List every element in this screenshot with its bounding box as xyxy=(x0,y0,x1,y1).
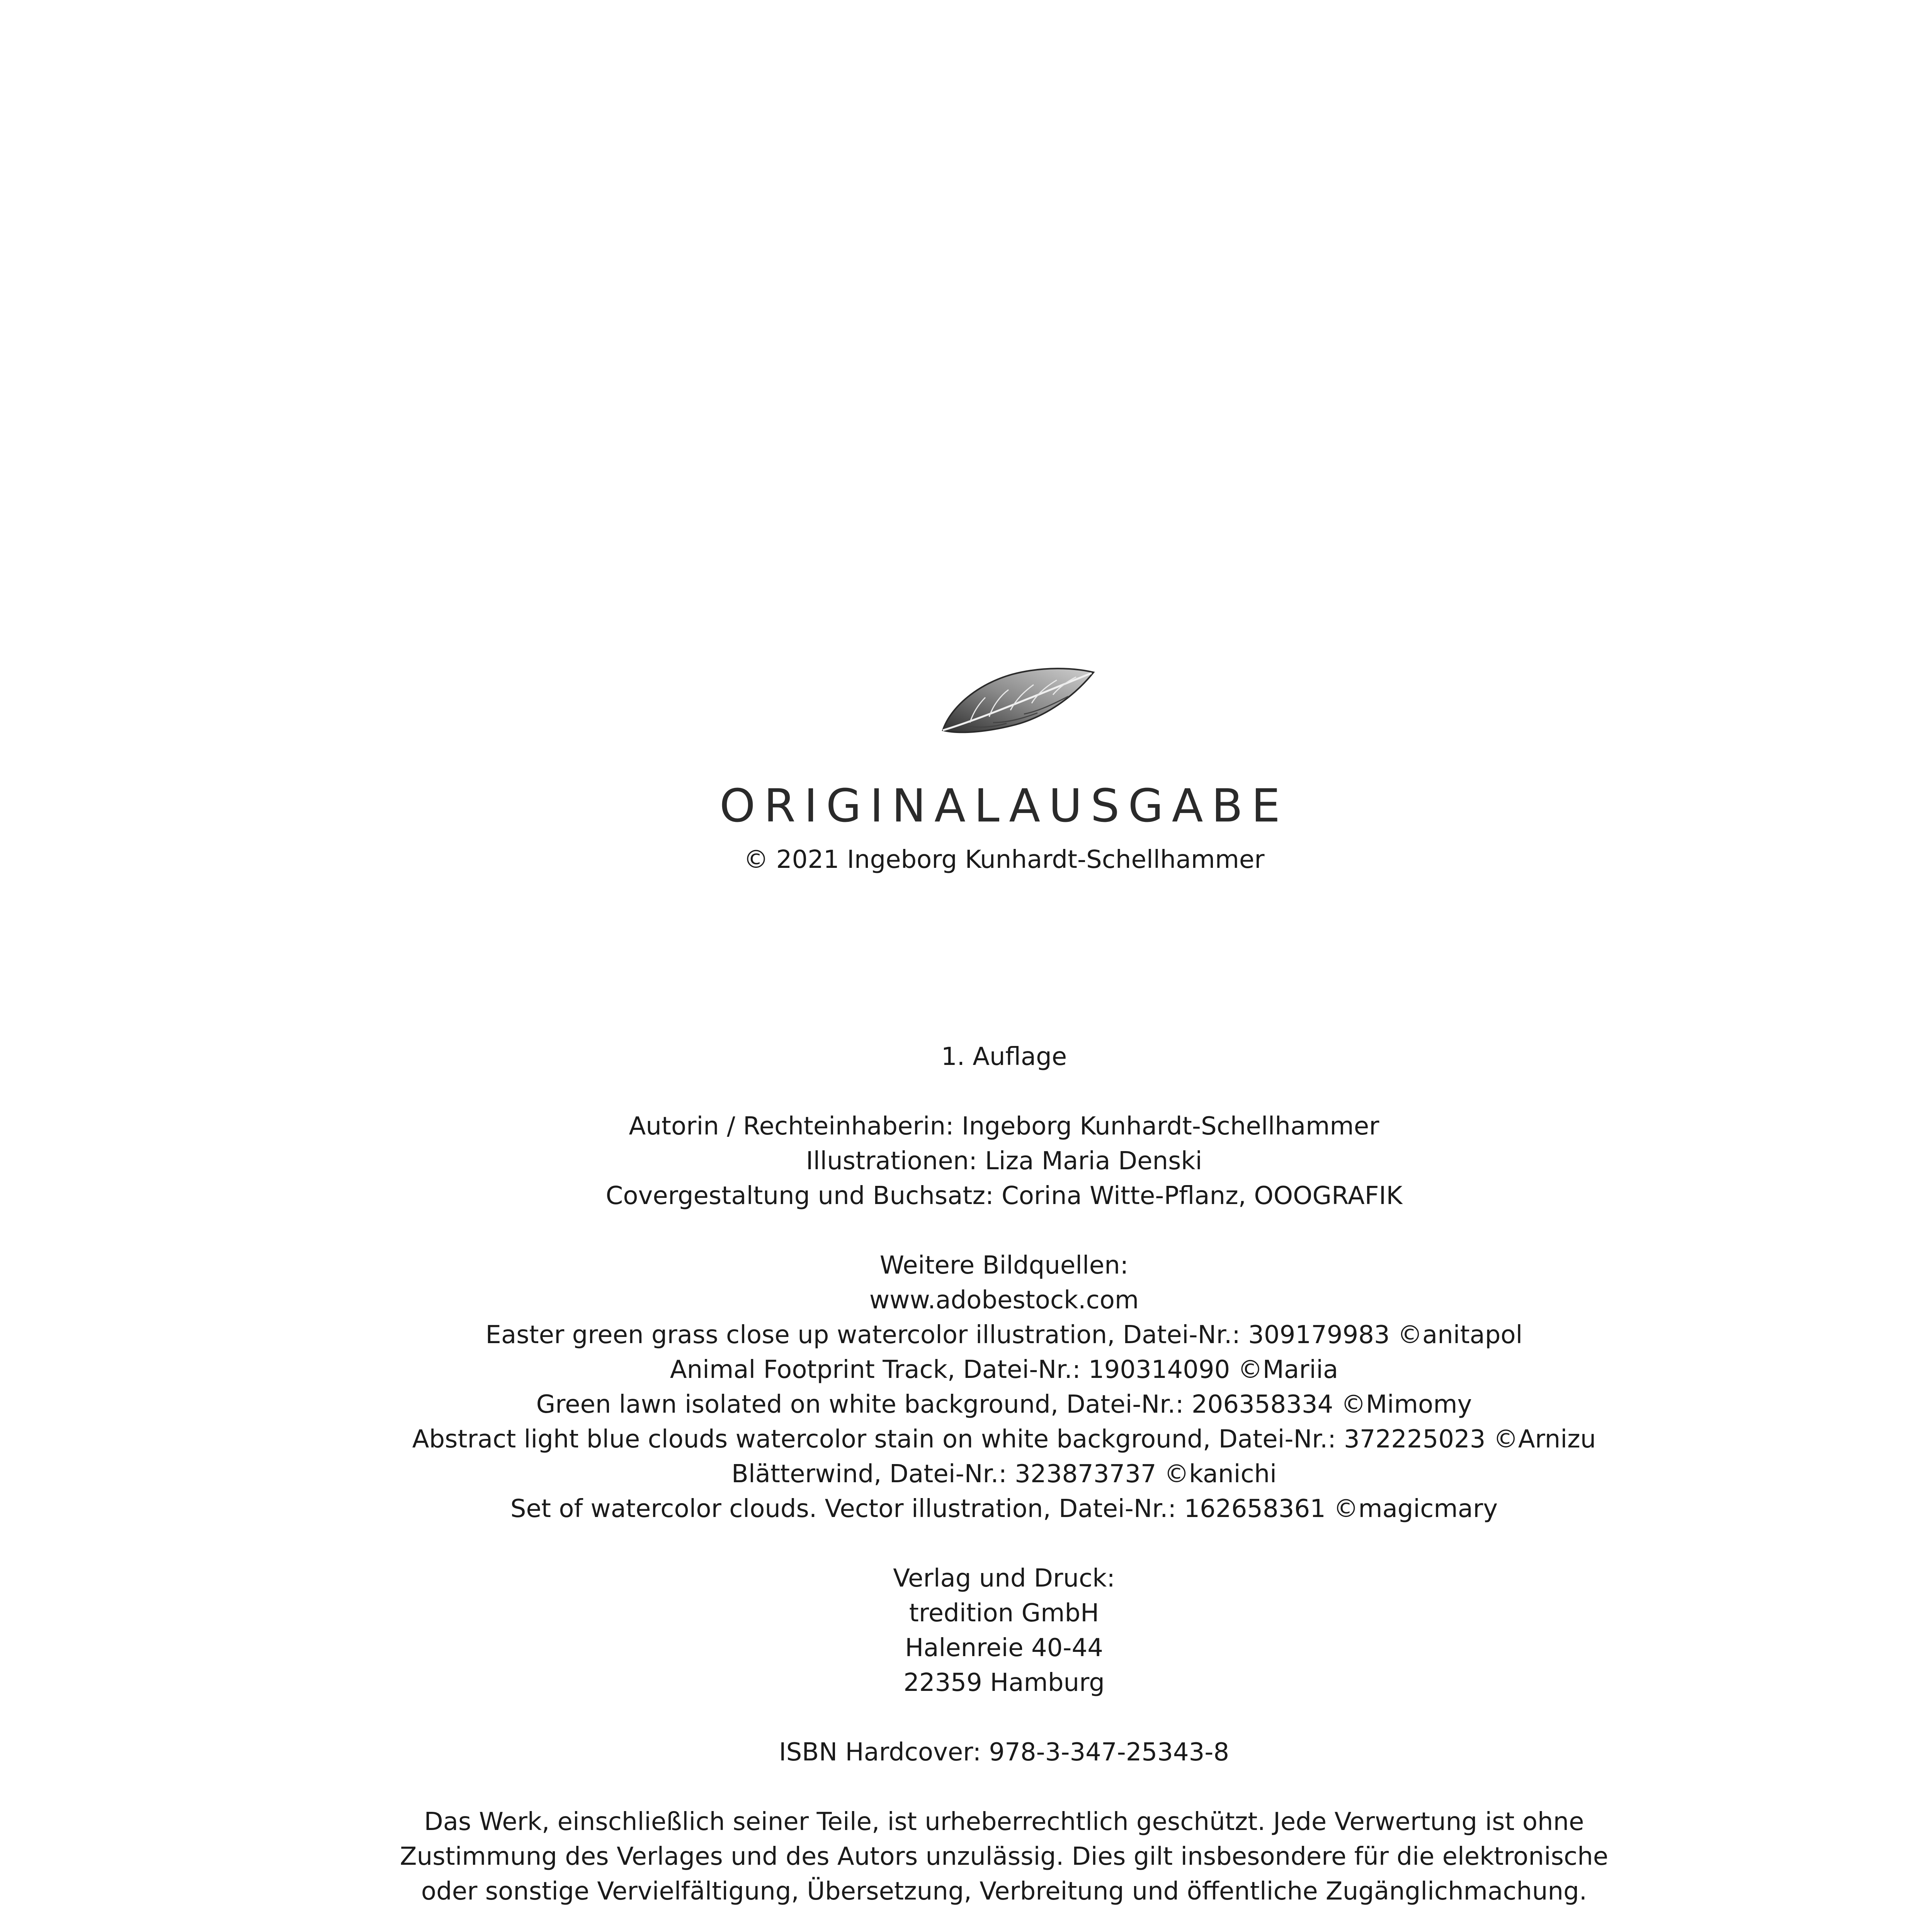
image-sources-heading: Weitere Bildquellen: xyxy=(879,1251,1129,1280)
legal-notice xyxy=(0,1804,1932,1909)
credit-cover-design: Covergestaltung und Buchsatz: Corina Witte-Pflanz, OOOGRAFIK xyxy=(605,1182,1403,1210)
isbn-section xyxy=(0,1735,1932,1770)
image-sources-website: www.adobestock.com xyxy=(869,1286,1139,1315)
image-source-item: Blätterwind, Datei-Nr.: 323873737 ©kanichi xyxy=(731,1460,1277,1488)
legal-line: Zustimmung des Verlages und des Autors unzulässig. Dies gilt insbesondere für die elektronische xyxy=(400,1842,1609,1871)
image-source-item: Easter green grass close up watercolor illustration, Datei-Nr.: 309179983 ©anitapol xyxy=(485,1321,1523,1349)
credit-author: Autorin / Rechteinhaberin: Ingeborg Kunhardt-Schellhammer xyxy=(629,1112,1379,1141)
credits-section xyxy=(0,1109,1932,1213)
publisher-street: Halenreie 40-44 xyxy=(905,1634,1103,1662)
edition xyxy=(0,1039,1932,1074)
publisher-city: 22359 Hamburg xyxy=(903,1668,1105,1697)
publisher-section xyxy=(0,1561,1932,1700)
image-source-item: Set of watercolor clouds. Vector illustration, Datei-Nr.: 162658361 ©magicmary xyxy=(510,1495,1498,1523)
image-source-item: Animal Footprint Track, Datei-Nr.: 190314090 ©Mariia xyxy=(670,1355,1338,1384)
credit-illustrations: Illustrationen: Liza Maria Denski xyxy=(806,1147,1202,1175)
image-source-item: Green lawn isolated on white background, Datei-Nr.: 206358334 ©Mimomy xyxy=(536,1390,1472,1419)
edition-label: 1. Auflage xyxy=(941,1043,1067,1071)
isbn-line: ISBN Hardcover: 978-3-347-25343-8 xyxy=(779,1738,1230,1767)
copyright-line: © 2021 Ingeborg Kunhardt-Schellhammer xyxy=(743,845,1265,874)
publisher-heading: Verlag und Druck: xyxy=(893,1564,1115,1593)
legal-line: Das Werk, einschließlich seiner Teile, ist urheberrechtlich geschützt. Jede Verwertung ist ohne xyxy=(424,1808,1584,1836)
legal-line: oder sonstige Vervielfältigung, Übersetzung, Verbreitung und öffentliche Zugänglichmachung. xyxy=(421,1877,1587,1906)
publisher-name: tredition GmbH xyxy=(909,1599,1099,1628)
page-title: ORIGINALAUSGABE xyxy=(719,779,1289,832)
image-sources-section xyxy=(0,1248,1932,1526)
leaf-icon xyxy=(935,661,1097,738)
image-source-item: Abstract light blue clouds watercolor stain on white background, Datei-Nr.: 372225023 ©Arnizu xyxy=(412,1425,1596,1454)
